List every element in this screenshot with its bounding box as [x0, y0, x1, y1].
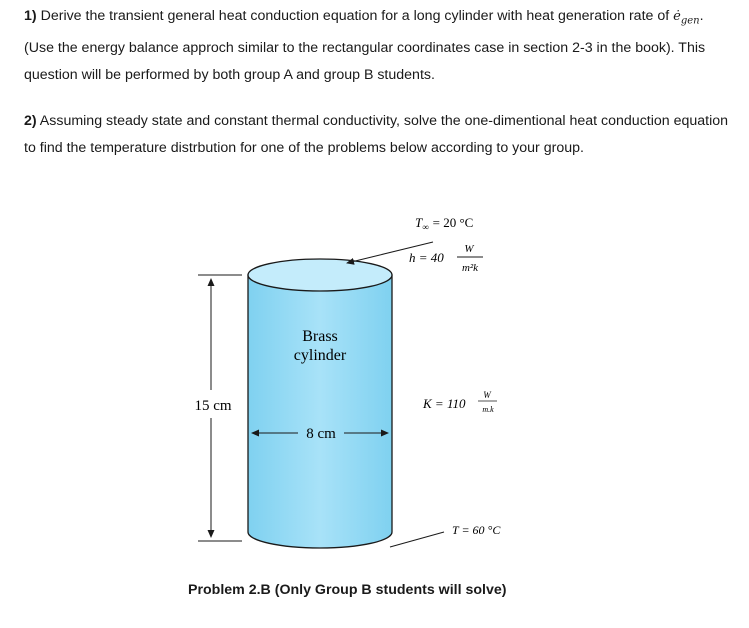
t-inf-label: $T_\infty = 20$ °C — [415, 215, 474, 232]
figure-caption: Problem 2.B (Only Group B students will solve) — [188, 582, 507, 598]
h-numerator: W — [464, 243, 474, 255]
question-2-text: Assuming steady state and constant thermal conductivity, solve the one-dimentional heat conduction equation to find the temperature distrbution for one of the problems below according to your group. — [24, 113, 729, 156]
question-1-text-b: (Use the energy balance approch similar to the rectangular coordinates case in section 2-3 in the book). This question will be performed by both group A and group B students. — [24, 39, 706, 83]
k-numerator: W — [483, 390, 491, 400]
egen-symbol: $ė_{gen}$ — [673, 9, 700, 27]
question-1-text-a: Derive the transient general heat conduction equation for a long cylinder with heat generation rate of — [40, 8, 670, 24]
diameter-label: 8 cm — [306, 426, 336, 442]
egen-dot: . — [699, 8, 704, 24]
height-label: 15 cm — [194, 398, 232, 414]
question-2-number: 2) — [24, 113, 37, 129]
h-denominator: m²k — [461, 262, 479, 274]
k-denominator: m.k — [482, 405, 494, 414]
cylinder-body — [248, 275, 392, 548]
cylinder-top — [248, 259, 392, 291]
k-label: K = 110 — [423, 396, 466, 411]
base-temp-leader-line — [390, 532, 444, 547]
base-temp-label: T = 60 °C — [452, 523, 501, 537]
question-1-number: 1) — [24, 8, 37, 24]
h-label: h = 40 — [409, 250, 444, 265]
cylinder-label-line2: cylinder — [293, 347, 347, 364]
cylinder-label-line1: Brass — [302, 328, 338, 345]
